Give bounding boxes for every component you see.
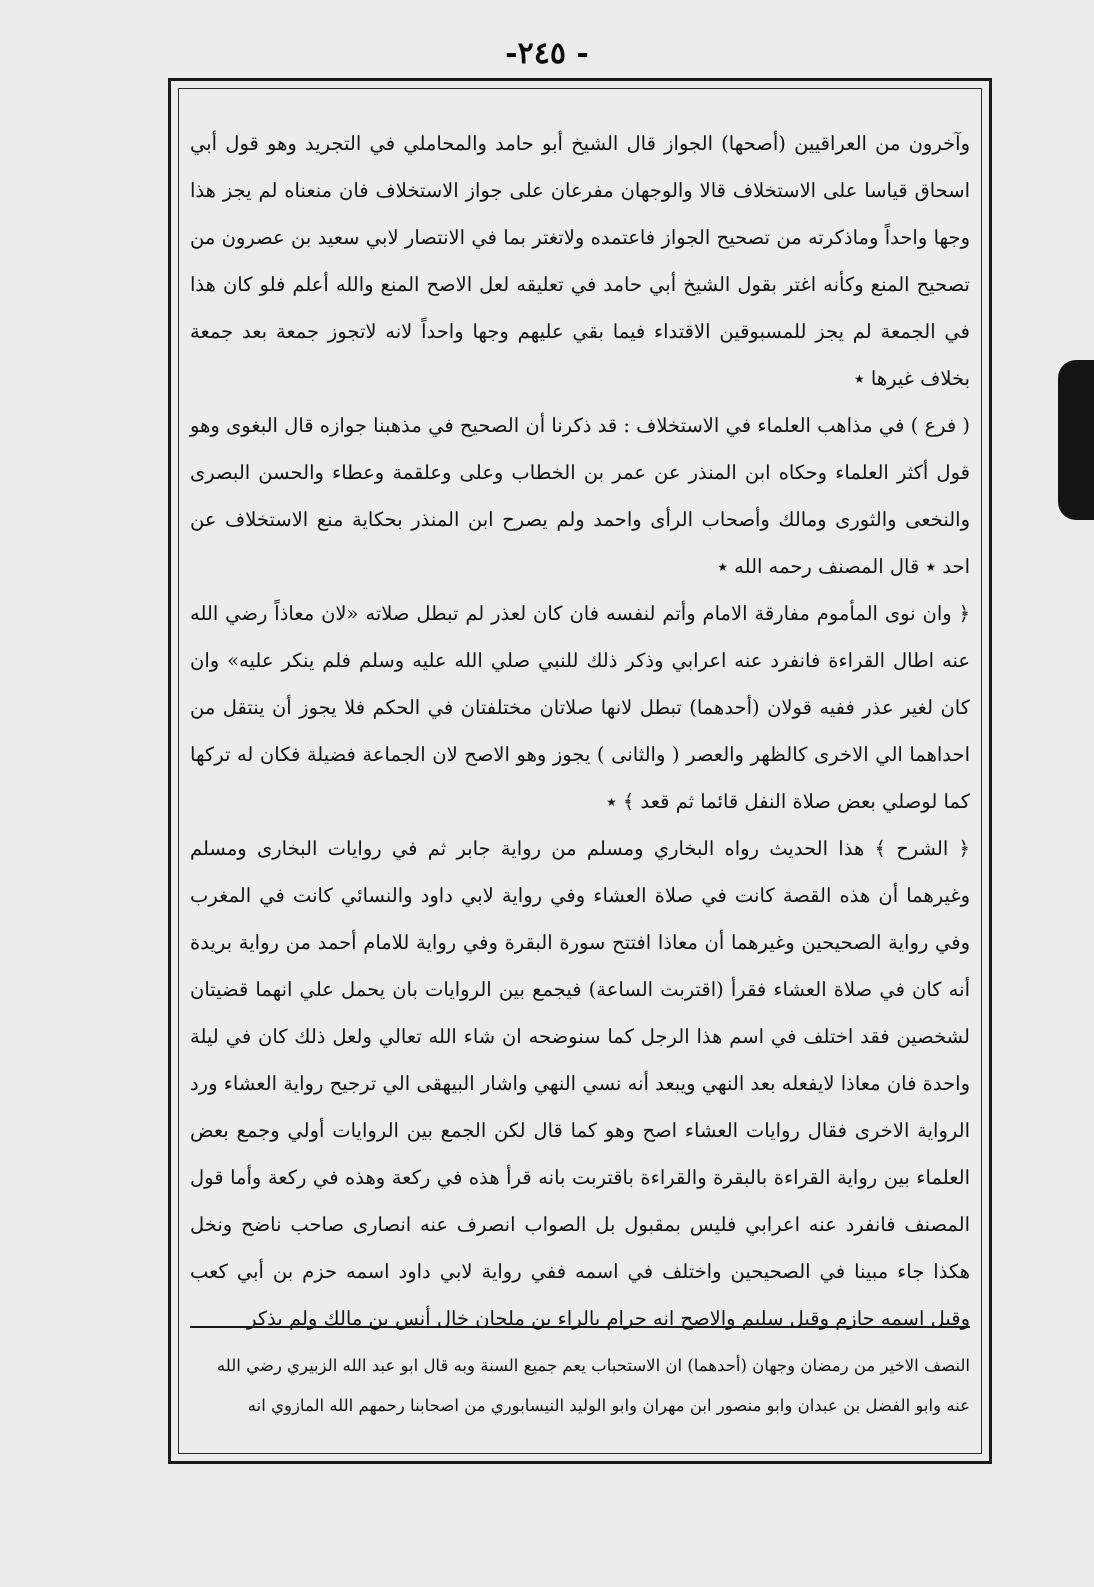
footnote-line: عنه وابو الفضل بن عبدان وابو منصور ابن مهران وابو الوليد النيسابوري من اصحابنا رحمهم الله المازوي انه: [247, 1396, 970, 1415]
footnote-block: [190, 1346, 970, 1426]
scan-ink-blot: [1058, 360, 1094, 520]
paragraph-sharh: ﴿ الشرح ﴾ هذا الحديث رواه البخاري ومسلم من رواية جابر ثم في روايات البخارى ومسلم وغيرهما أن هذه القصة كانت في صلاة العشاء وفي رواية لابي داود والنسائي كانت في المغرب وفي رواية الصحيحين وغيرهما أن معاذا افتتح سورة البقرة وفي رواية للامام أحمد من رواية بريدة أنه كان في صلاة العشاء فقرأ (اقتربت الساعة) فيجمع بين الروايات بان يحمل علي انهما قضيتان لشخصين فقد اختلف في اسم هذا الرجل كما سنوضحه ان شاء الله تعالي ولعل ذلك كان في ليلة واحدة فان معاذا لايفعله بعد النهي ويبعد أنه نسي النهي واشار البيهقى الي ترجيح رواية العشاء ورد الرواية الاخرى فقال روايات العشاء اصح وهو كما قال لكن الجمع بين الروايات أولي وجمع بعض العلماء بين رواية القراءة بالبقرة والقراءة باقتربت بانه قرأ هذه في ركعة وهذه في ركعة وأما قول المصنف فانفرد عنه اعرابي فليس بمقبول بل الصواب انصرف عنه انصارى صاحب ناضح ونخل هكذا جاء مبينا في الصحيحين واختلف في اسمه ففي رواية لابي داود اسمه حزم بن أبي كعب وقيل اسمه حازم وقيل سليم والاصح انه حرام بالراء بن ملحان خال أنس بن مالك ولم يذكر: [190, 837, 970, 1330]
main-text-block: [190, 120, 970, 1342]
footnote-divider: [190, 1326, 970, 1328]
paragraph-iraqiyin: وآخرون من العراقيين (أصحها) الجواز قال الشيخ أبو حامد والمحاملي في التجريد وهو قول أبي اسحاق قياسا على الاستخلاف قالا والوجهان مفرعان على جواز الاستخلاف فان منعناه لم يجز هذا وجها واحداً وماذكرته من تصحيح الجواز فاعتمده ولاتغتر بما في الانتصار لابي سعيد بن عصرون من تصحيح المنع وكأنه اغتر بقول الشيخ أبي حامد في تعليقه لعل الاصح المنع والله أعلم فلو كان هذا في الجمعة لم يجز للمسبوقين الاقتداء فيما بقي عليهم وجها واحداً لانه لاتجوز جمعة بعد جمعة بخلاف غيرها ٭: [190, 132, 970, 390]
page-number: -٢٤٥ -: [505, 36, 589, 71]
paragraph-matn: ﴿ وان نوى المأموم مفارقة الامام وأتم لنفسه فان كان لعذر لم تبطل صلاته «لان معاذاً رضي الله عنه اطال القراءة فانفرد عنه اعرابي وذكر ذلك للنبي صلي الله عليه وسلم فلم ينكر عليه» وان كان لغير عذر ففيه قولان (أحدهما) تبطل لانها صلاتان مختلفتان في الحكم فلا يجوز أن ينتقل من احداهما الي الاخرى كالظهر والعصر ( والثانى ) يجوز وهو الاصح لان الجماعة فضيلة فكان له تركها كما لوصلي بعض صلاة النفل قائما ثم قعد ﴾ ٭: [190, 602, 970, 813]
footnote-line: النصف الاخير من رمضان وجهان (أحدهما) ان الاستحباب يعم جميع السنة وبه قال ابو عبد الله الزبيري رضي الله: [216, 1356, 970, 1375]
paragraph-far-madhahib: ( فرع ) في مذاهب العلماء في الاستخلاف : قد ذكرنا أن الصحيح في مذهبنا جوازه قال البغوى وهو قول أكثر العلماء وحكاه ابن المنذر عن عمر بن الخطاب وعلى وعلقمة وعطاء والحسن البصرى والنخعى والثورى ومالك وأصحاب الرأى واحمد ولم يصرح ابن المنذر بحكاية منع الاستخلاف عن احد ٭ قال المصنف رحمه الله ٭: [190, 414, 970, 578]
